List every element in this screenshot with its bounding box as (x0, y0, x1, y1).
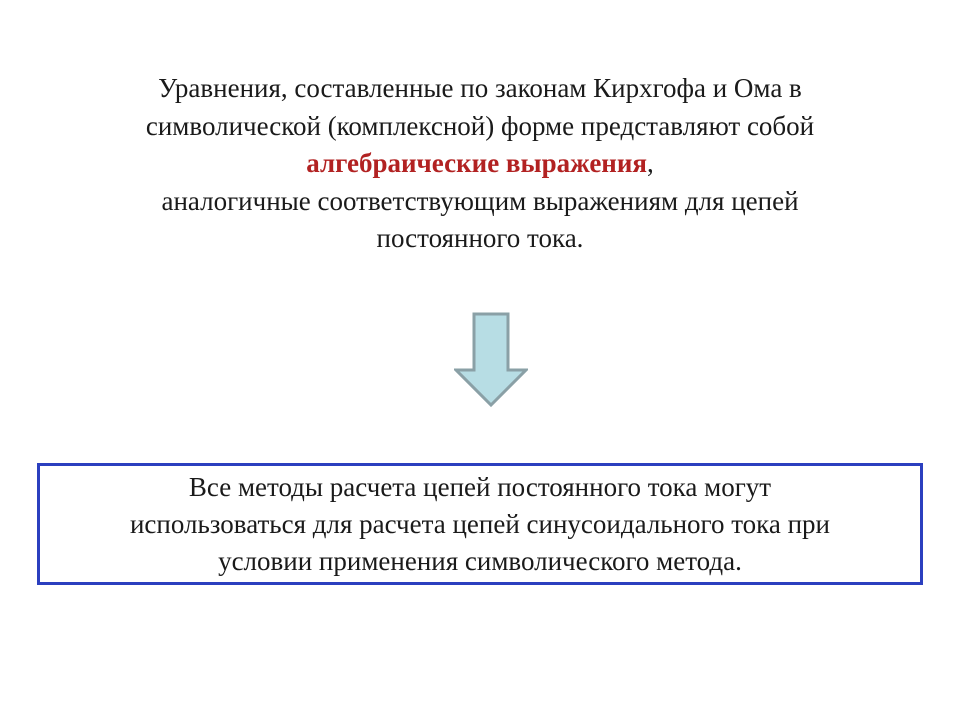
intro-line-2: символической (комплексной) форме представляют собой (145, 110, 815, 141)
highlight-suffix: , (647, 148, 654, 178)
conclusion-line-2: использоваться для расчета цепей синусоидального тока при (129, 508, 830, 539)
conclusion-line-3: условии применения символического метода. (218, 545, 742, 576)
highlighted-phrase: алгебраические выражения (306, 148, 648, 178)
conclusion-line-1: Все методы расчета цепей постоянного тока могут (188, 471, 772, 502)
intro-line-5: постоянного тока. (376, 223, 584, 253)
conclusion-box (37, 463, 923, 585)
intro-line-4: аналогичные соответствующим выражениям для цепей (161, 185, 799, 216)
conclusion-text (130, 469, 830, 580)
intro-line-1: Уравнения, составленные по законам Кирхгофа и Ома в (158, 73, 802, 103)
down-arrow-icon (454, 312, 528, 408)
intro-paragraph (60, 70, 900, 258)
intro-line-3 (60, 145, 900, 183)
